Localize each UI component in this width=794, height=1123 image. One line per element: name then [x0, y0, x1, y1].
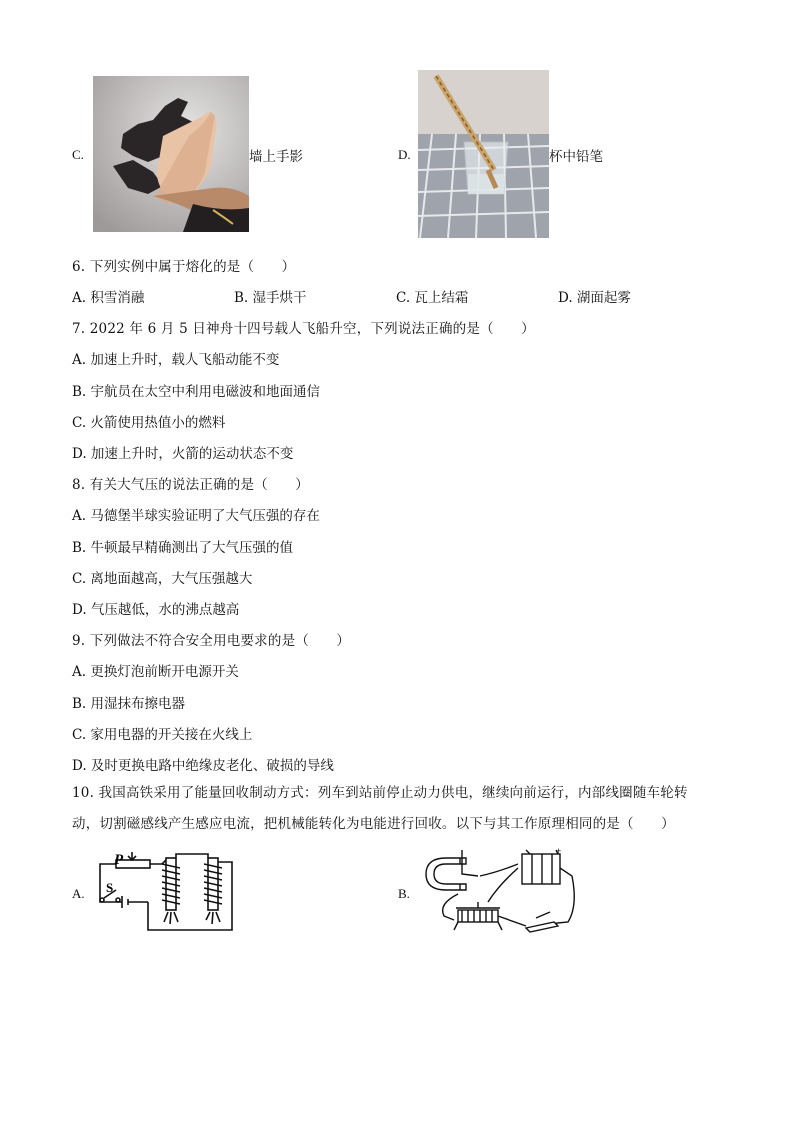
question-7-option-c: C. 火箭使用热值小的燃料: [72, 415, 226, 431]
option-c-caption: 墙上手影: [249, 149, 303, 165]
svg-text:+: +: [556, 846, 562, 856]
hand-shadow-photo: [93, 76, 249, 232]
question-9-option-b: B. 用湿抹布擦电器: [72, 696, 186, 712]
question-7-option-d: D. 加速上升时，火箭的运动状态不变: [72, 446, 294, 462]
question-8-option-d: D. 气压越低，水的沸点越高: [72, 602, 240, 618]
question-8-option-a: A. 马德堡半球实验证明了大气压强的存在: [72, 508, 320, 524]
electromagnet-circuit-diagram: [92, 850, 242, 934]
question-6-option-b: B. 湿手烘干: [234, 290, 307, 306]
switch-label-s: S: [106, 880, 114, 895]
option-d-letter: D.: [398, 147, 411, 162]
question-6-option-c: C. 瓦上结霜: [396, 290, 469, 306]
question-8-stem: 8. 有关大气压的说法正确的是（ ）: [72, 477, 309, 493]
rheostat-label-p: P: [114, 852, 124, 868]
question-9-stem: 9. 下列做法不符合安全用电要求的是（ ）: [72, 633, 351, 649]
question-9-option-a: A. 更换灯泡前断开电源开关: [72, 664, 239, 680]
question-9-option-c: C. 家用电器的开关接在火线上: [72, 727, 253, 743]
electromagnetic-experiment-diagram: [418, 846, 588, 938]
question-9-option-d: D. 及时更换电路中绝缘皮老化、破损的导线: [72, 758, 334, 774]
option-d-caption: 杯中铅笔: [549, 149, 603, 165]
question-8-option-b: B. 牛顿最早精确测出了大气压强的值: [72, 540, 294, 556]
question-8-option-c: C. 离地面越高，大气压强越大: [72, 571, 253, 587]
question-6-option-a: A. 积雪消融: [72, 290, 145, 306]
option-b-letter: B.: [398, 886, 410, 901]
question-10-stem: 10. 我国高铁采用了能量回收制动方式：列车到站前停止动力供电，继续向前运行，内部线圈随车轮转动，切割磁感线产生感应电流，把机械能转化为电能进行回收。以下与其工作原理相同的是（ ）: [72, 785, 688, 832]
option-c-letter: C.: [72, 147, 84, 162]
question-6-stem: 6. 下列实例中属于熔化的是（ ）: [72, 259, 296, 275]
question-7-option-a: A. 加速上升时，载人飞船动能不变: [72, 352, 280, 368]
option-a-letter: A.: [72, 886, 85, 901]
pencil-cup-photo: [418, 70, 549, 238]
question-7-stem: 7. 2022 年 6 月 5 日神舟十四号载人飞船升空，下列说法正确的是（ ）: [72, 321, 535, 337]
question-6-option-d: D. 湖面起雾: [558, 290, 631, 306]
question-7-option-b: B. 宇航员在太空中利用电磁波和地面通信: [72, 384, 321, 400]
